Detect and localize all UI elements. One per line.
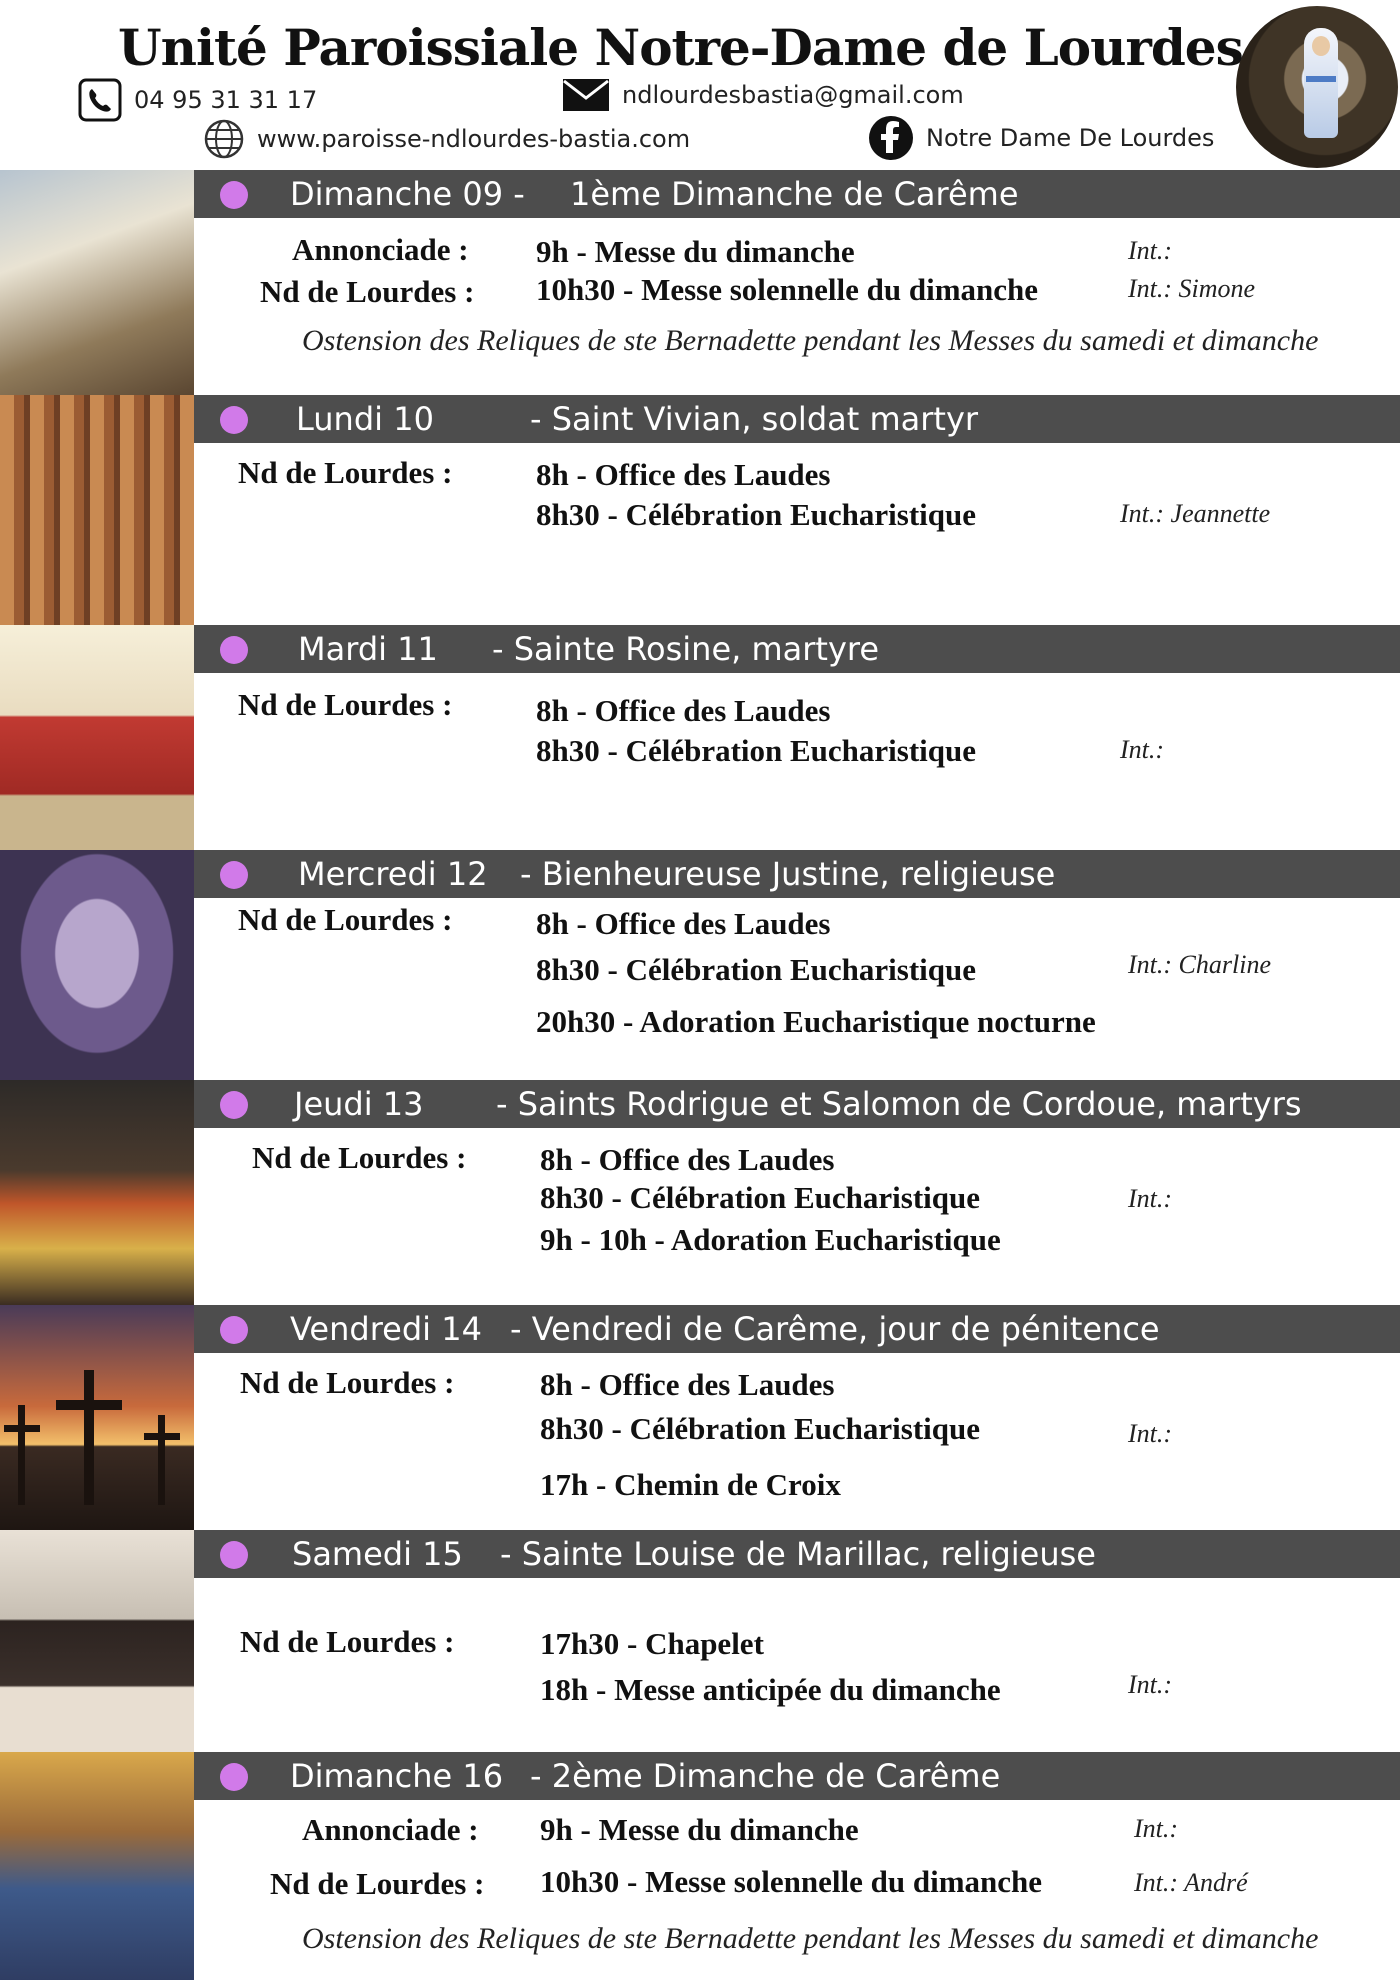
- schedule-item: 8h30 - Célébration Eucharistique: [540, 1180, 981, 1215]
- feast-label: - Sainte Louise de Marillac, religieuse: [500, 1535, 1096, 1573]
- day-label: Dimanche 16: [290, 1757, 504, 1795]
- feast-label: - Saint Vivian, soldat martyr: [530, 400, 979, 438]
- lourdes-grotto-image: [1236, 6, 1398, 168]
- day-label: Dimanche 09 -: [290, 175, 525, 213]
- feast-label: - Bienheureuse Justine, religieuse: [520, 855, 1056, 893]
- schedule-item: 20h30 - Adoration Eucharistique nocturne: [536, 1004, 1096, 1039]
- day-header-bar: [194, 395, 1400, 443]
- day-label: Vendredi 14: [290, 1310, 482, 1348]
- saint-image: [0, 395, 194, 625]
- saint-image: [0, 850, 194, 1080]
- schedule-item: 10h30 - Messe solennelle du dimanche: [536, 272, 1039, 307]
- bullet-dot: [220, 1541, 248, 1569]
- mass-intention: Int.:: [1134, 1814, 1179, 1843]
- schedule-item: 10h30 - Messe solennelle du dimanche: [540, 1864, 1043, 1899]
- day-header-bar: [194, 1530, 1400, 1578]
- mass-intention: Int.:: [1120, 735, 1165, 764]
- location-label: Nd de Lourdes :: [240, 1624, 455, 1659]
- day-block-dimanche-16: [0, 1752, 1400, 1980]
- facebook-link[interactable]: Notre Dame De Lourdes: [926, 124, 1215, 152]
- saint-image: [0, 1752, 194, 1980]
- schedule-item: 9h - Messe du dimanche: [536, 234, 855, 269]
- feast-label: 1ème Dimanche de Carême: [570, 175, 1019, 213]
- location-label: Nd de Lourdes :: [252, 1140, 467, 1175]
- website-contact: [205, 118, 690, 160]
- bullet-dot: [220, 636, 248, 664]
- saint-image: [0, 1530, 194, 1752]
- bullet-dot: [220, 181, 248, 209]
- day-block-samedi-15: [0, 1530, 1400, 1752]
- globe-icon: [203, 118, 245, 160]
- schedule-item: 8h - Office des Laudes: [536, 906, 831, 941]
- header: [0, 0, 1400, 170]
- bullet-dot: [220, 406, 248, 434]
- mass-intention: Int.:: [1128, 236, 1173, 265]
- feast-label: - Vendredi de Carême, jour de pénitence: [510, 1310, 1160, 1348]
- mass-intention: Int.: Charline: [1128, 950, 1271, 979]
- location-label: Nd de Lourdes :: [238, 455, 453, 490]
- bullet-dot: [220, 1091, 248, 1119]
- day-block-mardi-11: [0, 625, 1400, 850]
- saint-image: [0, 625, 194, 850]
- location-label: Nd de Lourdes :: [238, 902, 453, 937]
- mass-intention: Int.: André: [1134, 1868, 1248, 1897]
- saint-image: [0, 170, 194, 395]
- mail-icon: [562, 78, 610, 112]
- email-contact: [562, 78, 964, 112]
- phone-number[interactable]: 04 95 31 31 17: [134, 86, 318, 114]
- mass-intention: Int.: Jeannette: [1120, 499, 1271, 528]
- day-header-bar: [194, 850, 1400, 898]
- day-header-bar: [194, 1752, 1400, 1800]
- bullet-dot: [220, 861, 248, 889]
- day-label: Lundi 10: [296, 400, 434, 438]
- saint-image: [0, 1080, 194, 1305]
- schedule-item: 17h30 - Chapelet: [540, 1626, 764, 1661]
- bullet-dot: [220, 1763, 248, 1791]
- day-header-bar: [194, 1305, 1400, 1353]
- schedule-item: 8h - Office des Laudes: [540, 1142, 835, 1177]
- location-label: Annonciade :: [292, 232, 469, 267]
- day-label: Mardi 11: [298, 630, 438, 668]
- location-label: Nd de Lourdes :: [270, 1866, 485, 1901]
- day-header-bar: [194, 625, 1400, 673]
- bullet-dot: [220, 1316, 248, 1344]
- page-title: Unité Paroissiale Notre-Dame de Lourdes: [118, 18, 1243, 77]
- day-header-bar: [194, 170, 1400, 218]
- schedule-item: 8h30 - Célébration Eucharistique: [536, 952, 977, 987]
- schedule-item: 8h - Office des Laudes: [536, 693, 831, 728]
- day-block-dimanche-09: [0, 170, 1400, 395]
- day-block-vendredi-14: [0, 1305, 1400, 1530]
- website-link[interactable]: www.paroisse-ndlourdes-bastia.com: [257, 125, 691, 153]
- mass-intention: Int.:: [1128, 1419, 1173, 1448]
- relics-note: Ostension des Reliques de ste Bernadette pendant les Messes du samedi et dimanche: [302, 324, 1319, 357]
- day-block-mercredi-12: [0, 850, 1400, 1080]
- phone-icon: [78, 78, 122, 122]
- day-header-bar: [194, 1080, 1400, 1128]
- location-label: Annonciade :: [302, 1812, 479, 1847]
- email-address[interactable]: ndlourdesbastia@gmail.com: [622, 81, 964, 109]
- phone-contact: [78, 78, 317, 122]
- feast-label: - Sainte Rosine, martyre: [492, 630, 880, 668]
- schedule-item: 8h - Office des Laudes: [540, 1367, 835, 1402]
- day-label: Samedi 15: [292, 1535, 463, 1573]
- location-label: Nd de Lourdes :: [240, 1365, 455, 1400]
- facebook-contact: [868, 115, 1214, 161]
- feast-label: - Saints Rodrigue et Salomon de Cordoue, martyrs: [496, 1085, 1302, 1123]
- day-block-jeudi-13: [0, 1080, 1400, 1305]
- schedule-item: 8h30 - Célébration Eucharistique: [536, 733, 977, 768]
- schedule-item: 17h - Chemin de Croix: [540, 1467, 841, 1502]
- location-label: Nd de Lourdes :: [238, 687, 453, 722]
- mass-intention: Int.: Simone: [1128, 274, 1256, 303]
- day-block-lundi-10: [0, 395, 1400, 625]
- schedule-item: 8h30 - Célébration Eucharistique: [540, 1411, 981, 1446]
- feast-label: - 2ème Dimanche de Carême: [530, 1757, 1001, 1795]
- mass-intention: Int.:: [1128, 1670, 1173, 1699]
- day-label: Mercredi 12: [298, 855, 488, 893]
- facebook-icon: [868, 115, 914, 161]
- schedule-item: 9h - Messe du dimanche: [540, 1812, 859, 1847]
- day-label: Jeudi 13: [294, 1085, 424, 1123]
- schedule-item: 8h30 - Célébration Eucharistique: [536, 497, 977, 532]
- mass-intention: Int.:: [1128, 1184, 1173, 1213]
- location-label: Nd de Lourdes :: [260, 274, 475, 309]
- relics-note: Ostension des Reliques de ste Bernadette pendant les Messes du samedi et dimanche: [302, 1922, 1319, 1955]
- crosses-image: [0, 1305, 194, 1530]
- schedule-item: 8h - Office des Laudes: [536, 457, 831, 492]
- schedule-item: 9h - 10h - Adoration Eucharistique: [540, 1222, 1001, 1257]
- schedule-item: 18h - Messe anticipée du dimanche: [540, 1672, 1001, 1707]
